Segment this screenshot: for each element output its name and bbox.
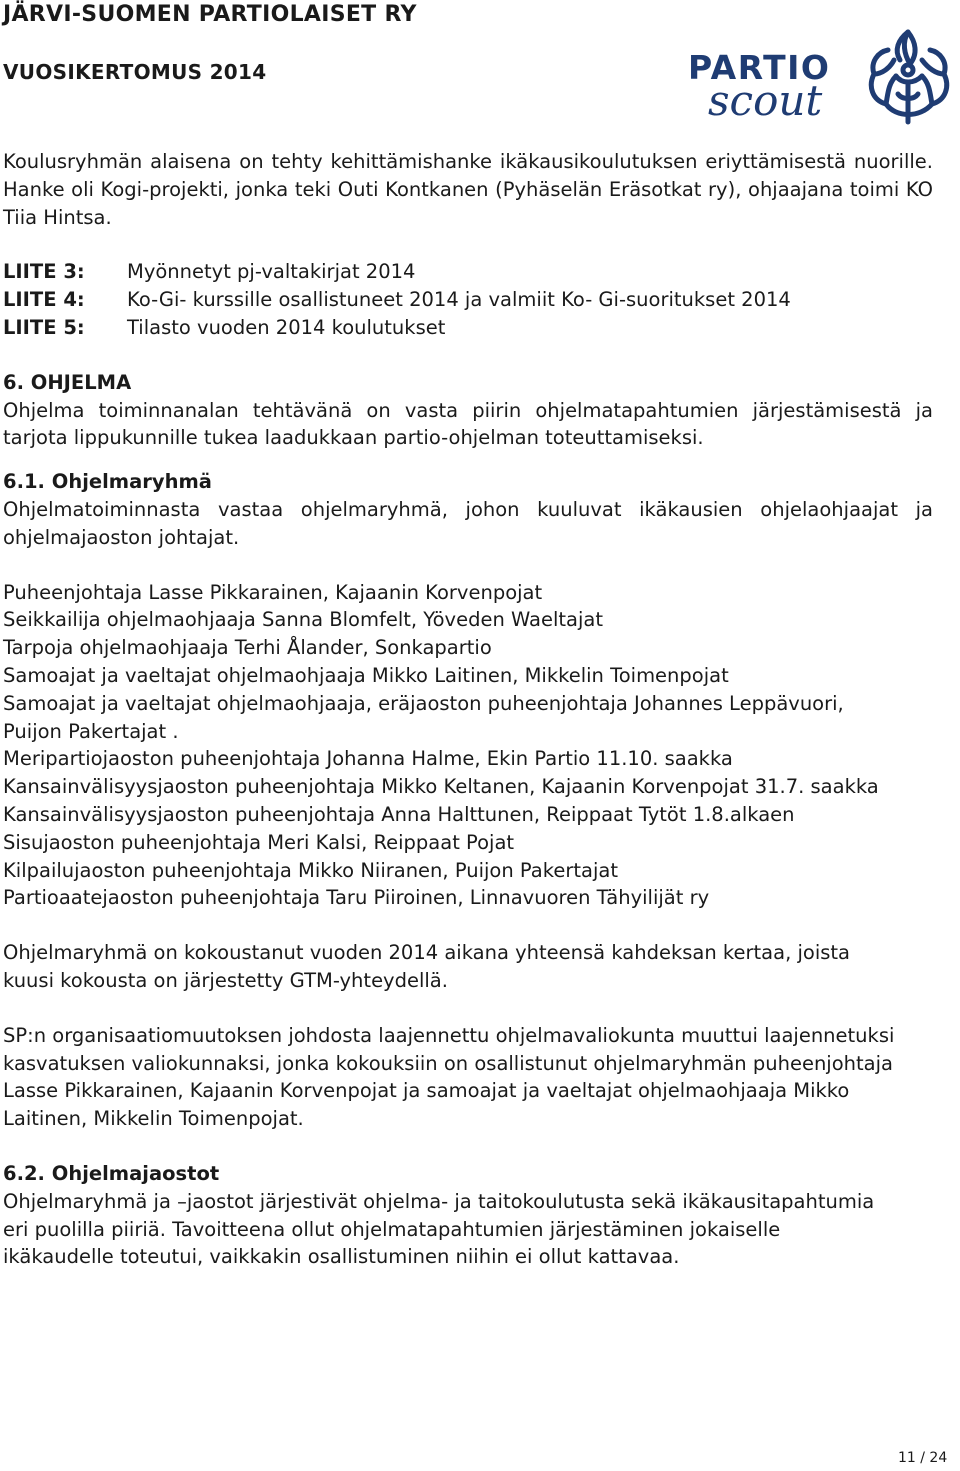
page-number: 11 / 24 — [898, 1450, 948, 1466]
logo-wordmark-scout: scout — [708, 76, 823, 125]
list-item: Sisujaoston puheenjohtaja Meri Kalsi, Reippaat Pojat — [3, 830, 515, 854]
paragraph-line: SP:n organisaatiomuutoksen johdosta laajennettu ohjelmavaliokunta muuttui laajennetuksi — [3, 1023, 895, 1047]
list-item: Kansainvälisyysjaoston puheenjohtaja Mikko Keltanen, Kajaanin Korvenpojat 31.7. saakka — [3, 775, 879, 799]
intro-paragraph: Koulusryhmän alaisena on tehty kehittämishanke ikäkausikoulutuksen eriyttämisestä nuorille. Hanke oli Kogi-projekti, jonka teki Outi Kontkanen (Pyhäselän Eräsotkat ry), ohjaajana toimi KO Tiia Hintsa. — [3, 150, 933, 229]
section-paragraph — [3, 1188, 933, 1271]
list-item: Kansainvälisyysjaoston puheenjohtaja Anna Halttunen, Reippaat Tytöt 1.8.alkaen — [3, 802, 795, 826]
logo-wordmark-partio: PARTIO — [688, 48, 831, 87]
paragraph-line: kuusi kokousta on järjestetty GTM-yhteydellä. — [3, 968, 448, 992]
organization-name: JÄRVI-SUOMEN PARTIOLAISET RY — [3, 2, 417, 27]
committee-paragraph — [3, 1022, 933, 1133]
attachment-text: Myönnetyt pj-valtakirjat 2014 — [127, 260, 416, 284]
document-body — [3, 148, 933, 1271]
paragraph-line: Ohjelmaryhmä ja –jaostot järjestivät ohjelma- ja taitokoulutusta sekä ikäkausitapahtumia — [3, 1189, 875, 1213]
section-paragraph: Ohjelma toiminnanalan tehtävänä on vasta piirin ohjelmatapahtumien järjestämisestä ja tarjota lippukunnille tukea laadukkaan partio-ohjelman toteuttamiseksi. — [3, 398, 933, 450]
list-item: Tarpoja ohjelmaohjaaja Terhi Ålander, Sonkapartio — [3, 636, 492, 660]
scout-trefoil-icon — [858, 24, 958, 128]
paragraph-line: Lasse Pikkarainen, Kajaanin Korvenpojat ja samoajat ja vaeltajat ohjelmaohjaaja Mikko — [3, 1079, 850, 1103]
members-list — [3, 579, 933, 913]
attachment-text: Ko-Gi- kurssille osallistuneet 2014 ja valmiit Ko- Gi-suoritukset 2014 — [127, 288, 791, 312]
attachment-row — [3, 314, 933, 342]
paragraph-line: eri puolilla piiriä. Tavoitteena ollut ohjelmatapahtumien järjestäminen jokaiselle — [3, 1217, 781, 1241]
attachment-row — [3, 286, 933, 314]
list-item: Samoajat ja vaeltajat ohjelmaohjaaja, eräjaoston puheenjohtaja Johannes Leppävuori, — [3, 691, 844, 715]
report-title: VUOSIKERTOMUS 2014 — [3, 60, 267, 84]
attachment-label: LIITE 3: — [3, 260, 85, 284]
page-header — [0, 0, 960, 130]
attachment-row — [3, 258, 933, 286]
meetings-paragraph — [3, 939, 933, 995]
section-heading: 6.2. Ohjelmajaostot — [3, 1161, 220, 1185]
list-item: Seikkailija ohjelmaohjaaja Sanna Blomfelt, Yöveden Waeltajat — [3, 608, 604, 632]
attachment-text: Tilasto vuoden 2014 koulutukset — [127, 315, 446, 339]
paragraph-line: Laitinen, Mikkelin Toimenpojat. — [3, 1107, 304, 1131]
list-item: Samoajat ja vaeltajat ohjelmaohjaaja Mikko Laitinen, Mikkelin Toimenpojat — [3, 663, 729, 687]
paragraph-line: kasvatuksen valiokunnaksi, jonka kokouksiin on osallistunut ohjelmaryhmän puheenjohtaja — [3, 1051, 893, 1075]
list-item: Partioaatejaoston puheenjohtaja Taru Piiroinen, Linnavuoren Tähyilijät ry — [3, 886, 710, 910]
paragraph-line: ikäkaudelle toteutui, vaikkakin osallistuminen niihin ei ollut kattavaa. — [3, 1245, 680, 1269]
list-item: Puijon Pakertajat . — [3, 719, 179, 743]
section-heading: 6.1. Ohjelmaryhmä — [3, 470, 212, 494]
paragraph-line: Ohjelmaryhmä on kokoustanut vuoden 2014 aikana yhteensä kahdeksan kertaa, joista — [3, 941, 850, 965]
list-item: Kilpailujaoston puheenjohtaja Mikko Niiranen, Puijon Pakertajat — [3, 858, 618, 882]
partio-scout-logo — [682, 24, 958, 128]
list-item: Meripartiojaoston puheenjohtaja Johanna Halme, Ekin Partio 11.10. saakka — [3, 747, 733, 771]
attachment-label: LIITE 5: — [3, 315, 85, 339]
section-heading: 6. OHJELMA — [3, 370, 132, 394]
list-item: Puheenjohtaja Lasse Pikkarainen, Kajaanin Korvenpojat — [3, 580, 543, 604]
section-paragraph: Ohjelmatoiminnasta vastaa ohjelmaryhmä, johon kuuluvat ikäkausien ohjelaohjaajat ja ohjelmajaoston johtajat. — [3, 497, 933, 549]
attachment-label: LIITE 4: — [3, 288, 85, 312]
